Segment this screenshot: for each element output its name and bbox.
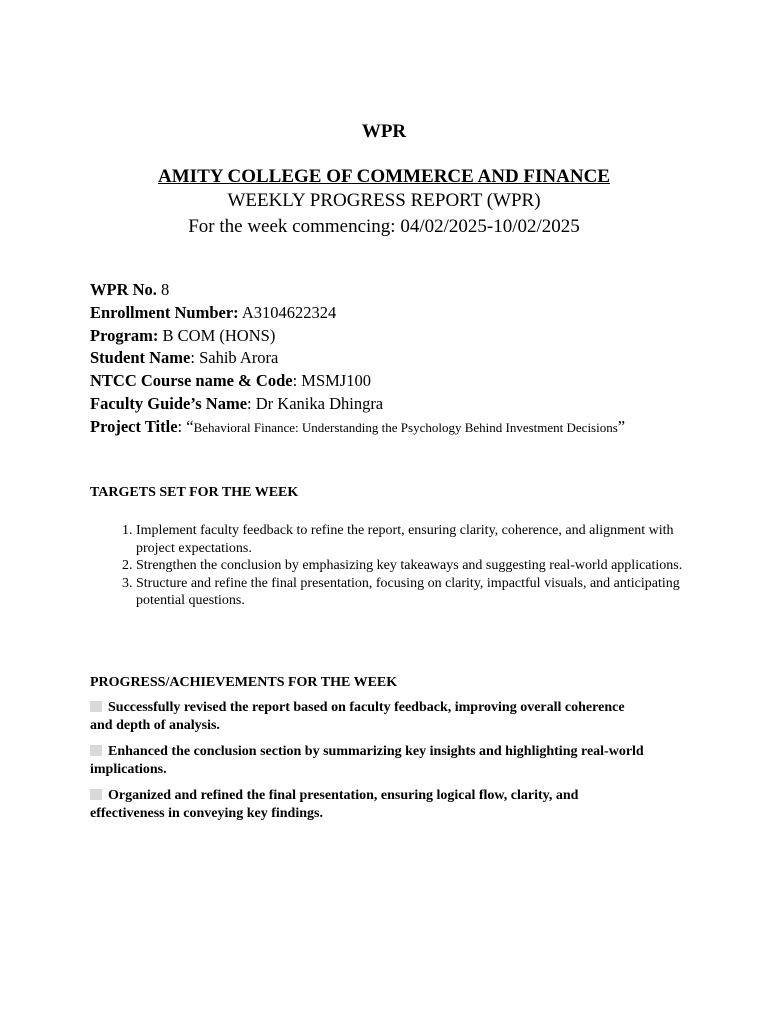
project-row bbox=[90, 416, 690, 440]
enrollment-value: A3104622324 bbox=[241, 302, 337, 322]
targets-list bbox=[90, 522, 696, 610]
progress-list bbox=[90, 699, 650, 831]
course-row bbox=[90, 370, 690, 393]
student-row bbox=[90, 347, 690, 370]
progress-heading: PROGRESS/ACHIEVEMENTS FOR THE WEEK bbox=[90, 675, 398, 690]
target-item: 3. Structure and refine the final presentation, focusing on clarity, impactful visuals, and anticipating potential questions. bbox=[136, 575, 696, 610]
program-value: B COM (HONS) bbox=[162, 325, 276, 345]
student-label: Student Name bbox=[90, 348, 191, 368]
progress-text: Enhanced the conclusion section by summarizing key insights and highlighting real-world implications. bbox=[90, 744, 644, 777]
guide-value: : Dr Kanika Dhingra bbox=[247, 393, 384, 413]
checkbox-icon bbox=[90, 745, 102, 756]
course-value: : MSMJ100 bbox=[292, 371, 371, 391]
wpr-no-row bbox=[90, 279, 690, 302]
progress-item bbox=[90, 699, 650, 735]
student-info bbox=[90, 279, 690, 440]
doc-title: WPR bbox=[361, 121, 407, 142]
checkbox-icon bbox=[90, 789, 102, 800]
program-label: Program: bbox=[90, 325, 159, 345]
targets-heading: TARGETS SET FOR THE WEEK bbox=[90, 485, 299, 500]
target-item: 1. Implement faculty feedback to refine the report, ensuring clarity, coherence, and alignment with project expectations. bbox=[136, 522, 696, 557]
course-label: NTCC Course name & Code bbox=[90, 371, 293, 391]
progress-text: Organized and refined the final presentation, ensuring logical flow, clarity, and effectiveness in conveying key findings. bbox=[90, 788, 579, 821]
student-value: : Sahib Arora bbox=[190, 348, 279, 368]
progress-item bbox=[90, 743, 650, 779]
wpr-no-value: 8 bbox=[161, 280, 170, 299]
target-item: 2. Strengthen the conclusion by emphasizing key takeaways and suggesting real-world applications. bbox=[136, 557, 696, 575]
project-prefix: : “ bbox=[177, 416, 194, 436]
wpr-no-label: WPR No. bbox=[90, 280, 157, 299]
checkbox-icon bbox=[90, 701, 102, 712]
progress-text: Successfully revised the report based on faculty feedback, improving overall coherence and depth of analysis. bbox=[90, 700, 625, 733]
college-name: AMITY COLLEGE OF COMMERCE AND FINANCE bbox=[158, 166, 610, 187]
enrollment-row bbox=[90, 302, 690, 325]
guide-row bbox=[90, 393, 690, 416]
enrollment-label: Enrollment Number: bbox=[90, 302, 239, 322]
week-line: For the week commencing: 04/02/2025-10/02/2025 bbox=[188, 216, 580, 237]
report-name: WEEKLY PROGRESS REPORT (WPR) bbox=[227, 190, 541, 211]
guide-label: Faculty Guide’s Name bbox=[90, 393, 248, 413]
project-title-value: Behavioral Finance: Understanding the Psychology Behind Investment Decisions bbox=[193, 419, 618, 435]
project-label: Project Title bbox=[90, 416, 178, 436]
project-suffix: ” bbox=[617, 416, 626, 436]
progress-item bbox=[90, 787, 650, 823]
program-row bbox=[90, 325, 690, 348]
